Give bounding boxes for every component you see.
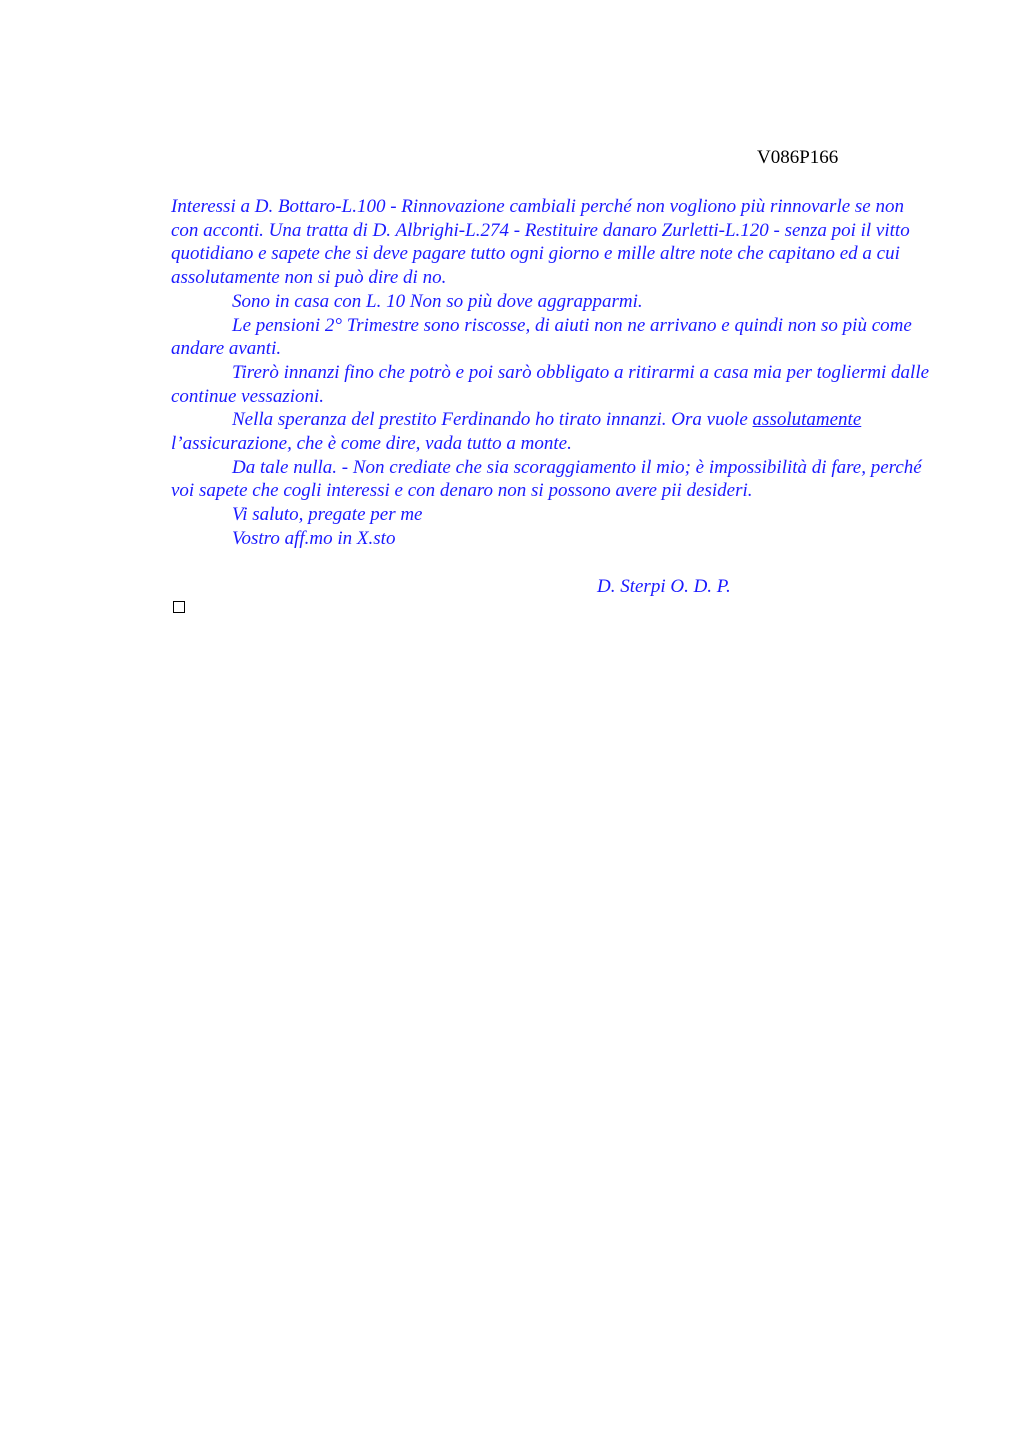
- paragraph-pensions: Le pensioni 2° Trimestre sono riscosse, di aiuti non ne arrivano e quindi non so più come andare avanti.: [171, 314, 912, 360]
- paragraph-expenses: Interessi a D. Bottaro-L.100 - Rinnovazione cambiali perché non vogliono più rinnovarle se non con acconti. Una tratta di D. Albrighi-L.274 - Restituire danaro Zurletti-L.120 - senza poi il vitto quotidiano e sapete che si deve pagare tutto ogni giorno e mille altre note che capitano ed a cui assolutamente non si può dire di no.: [171, 196, 910, 289]
- paragraph-loan: [171, 408, 931, 455]
- paragraph-withdraw: Tirerò innanzi fino che potrò e poi sarò obbligato a ritirarmi a casa mia per togliermi dalle continue vessazioni.: [171, 361, 930, 407]
- paragraph-discouragement: Da tale nulla. - Non crediate che sia scoraggiamento il mio; è impossibilità di fare, perché voi sapete che cogli interessi e con denaro non si possono avere pii desideri.: [171, 456, 922, 502]
- paragraph-loan-text-after: l’assicurazione, che è come dire, vada tutto a monte.: [171, 433, 572, 455]
- underlined-word: assolutamente: [752, 409, 862, 431]
- empty-checkbox-icon: [173, 601, 185, 613]
- document-reference-code: V086P166: [757, 147, 839, 168]
- paragraph-loan-text-before: Nella speranza del prestito Ferdinando ho tirato innanzi. Ora vuole: [232, 409, 753, 431]
- closing-greeting: Vi saluto, pregate per me: [232, 504, 423, 526]
- paragraph-cash: Sono in casa con L. 10 Non so più dove aggrapparmi.: [232, 290, 643, 312]
- letter-body: [171, 195, 931, 551]
- signature: D. Sterpi O. D. P.: [597, 576, 731, 597]
- closing-valediction: Vostro aff.mo in X.sto: [232, 527, 396, 549]
